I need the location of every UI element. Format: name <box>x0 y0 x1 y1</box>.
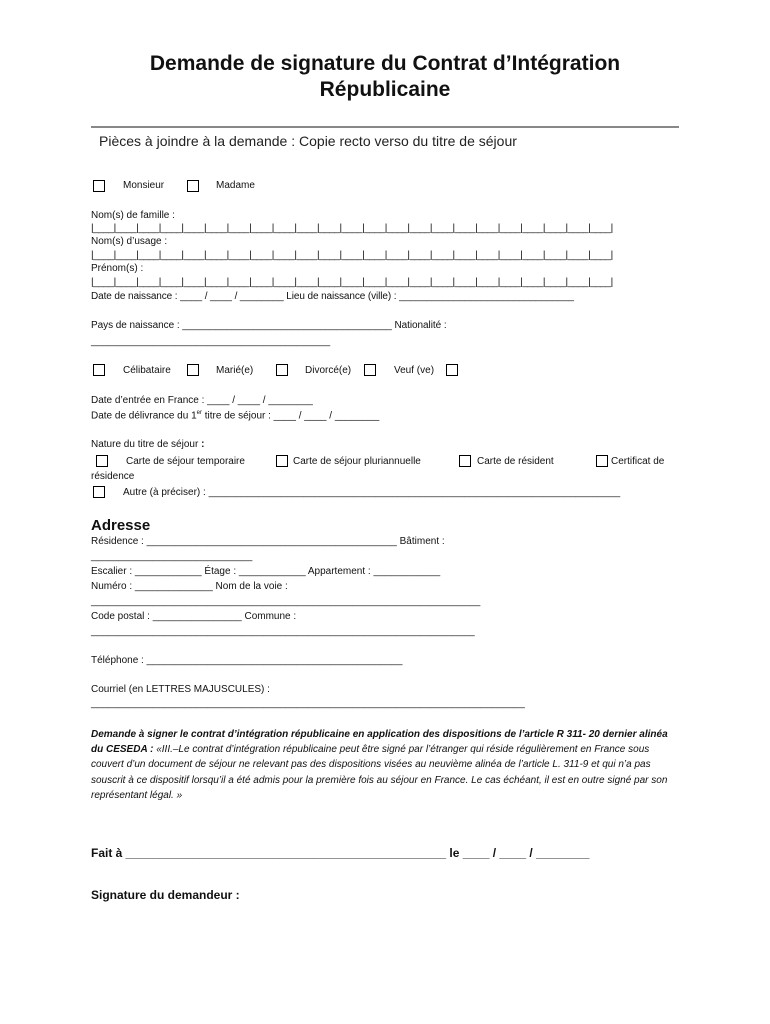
field-date-entree[interactable]: Date d’entrée en France : ____ / ____ / ________ <box>91 395 313 406</box>
field-autre[interactable]: Autre (à préciser) : __________________________________________________________________________ <box>123 487 621 498</box>
label-celibataire: Célibataire <box>123 365 171 376</box>
field-commune-line[interactable]: _____________________________________________________________________ <box>91 626 475 637</box>
checkbox-celibataire-left[interactable] <box>93 364 105 376</box>
label-pluriannuelle: Carte de séjour pluriannuelle <box>293 456 421 467</box>
checkbox-pluriannuelle[interactable] <box>276 455 288 467</box>
label-resident: Carte de résident <box>477 456 554 467</box>
checkbox-monsieur[interactable] <box>93 180 105 192</box>
checkbox-veuf[interactable] <box>446 364 458 376</box>
field-telephone[interactable]: Téléphone : ______________________________________________ <box>91 655 403 666</box>
signature-label: Signature du demandeur : <box>91 888 240 902</box>
field-residence[interactable]: Résidence : _____________________________________________ Bâtiment : <box>91 536 445 547</box>
label-prenoms: Prénom(s) : <box>91 263 144 274</box>
field-code-postal[interactable]: Code postal : ________________ Commune : <box>91 611 297 622</box>
field-date-delivrance[interactable]: Date de délivrance du 1er titre de séjour : ____ / ____ / ________ <box>91 410 380 422</box>
field-noms-usage[interactable]: |____|____|____|____|____|____|____|____|____|____|____|____|____|____|____|____|____|____|____|____|____|____|____| <box>91 250 613 261</box>
label-divorce: Divorcé(e) <box>305 365 352 376</box>
field-numero-voie[interactable]: Numéro : ______________ Nom de la voie : <box>91 581 288 592</box>
field-prenoms[interactable]: |____|____|____|____|____|____|____|____|____|____|____|____|____|____|____|____|____|____|____|____|____|____|____| <box>91 277 613 288</box>
checkbox-certificat[interactable] <box>596 455 608 467</box>
documents-required: Pièces à joindre à la demande : Copie recto verso du titre de séjour <box>99 133 517 149</box>
label-certificat: Certificat de <box>611 456 665 467</box>
checkbox-resident[interactable] <box>459 455 471 467</box>
field-pays-nationalite[interactable]: Pays de naissance : ______________________________________ Nationalité : <box>91 320 447 331</box>
label-courriel: Courriel (en LETTRES MAJUSCULES) : <box>91 684 270 695</box>
label-monsieur: Monsieur <box>123 180 165 191</box>
label-noms-famille: Nom(s) de famille : <box>91 210 175 221</box>
checkbox-celibataire[interactable] <box>187 364 199 376</box>
checkbox-madame[interactable] <box>187 180 199 192</box>
field-voie-line[interactable]: ______________________________________________________________________ <box>91 596 481 607</box>
field-fait-a[interactable]: Fait à ________________________________________________ le ____ / ____ / ________ <box>91 846 590 860</box>
label-nature-titre: Nature du titre de séjour : <box>91 439 205 450</box>
field-noms-famille[interactable]: |____|____|____|____|____|____|____|____|____|____|____|____|____|____|____|____|____|____|____|____|____|____|____| <box>91 223 613 234</box>
checkbox-divorce[interactable] <box>364 364 376 376</box>
page-title: Demande de signature du Contrat d’Intégration <box>149 52 621 75</box>
field-residence-line[interactable]: _____________________________ <box>91 551 253 562</box>
label-marie: Marié(e) <box>216 365 254 376</box>
field-escalier-etage[interactable]: Escalier : ____________ Étage : ____________ Appartement : ____________ <box>91 566 441 577</box>
label-veuf: Veuf (ve) <box>394 365 435 376</box>
divider <box>91 126 679 128</box>
page-title-line2: Républicaine <box>319 78 451 101</box>
checkbox-autre[interactable] <box>93 486 105 498</box>
checkbox-marie[interactable] <box>276 364 288 376</box>
field-nationalite-line[interactable]: ___________________________________________ <box>91 336 331 347</box>
legal-notice: Demande à signer le contrat d’intégration républicaine en application des dispositions de l’article R 311- 20 dernier alinéa du CESEDA : «III.–Le contrat d’intégration républicaine peut être signé par l’étranger qui réside régulièrement en France sous couvert d’un document de séjour ne relevant pas des dispositions visées au neuvième alinéa de l’article L. 311-9 et qui n’a pas souscrit à ce dispositif lorsqu’il a été admis pour la première fois au séjour en France. Le cas échéant, il est en outre signé par son représentant légal. » <box>91 729 668 801</box>
label-certificat-residence: résidence <box>91 471 135 482</box>
label-noms-usage: Nom(s) d’usage : <box>91 236 168 247</box>
field-date-lieu-naissance[interactable]: Date de naissance : ____ / ____ / ________ Lieu de naissance (ville) : ________________________________ <box>91 291 574 302</box>
checkbox-temporaire[interactable] <box>96 455 108 467</box>
field-courriel-line[interactable]: ______________________________________________________________________________ <box>91 698 525 709</box>
label-madame: Madame <box>216 180 255 191</box>
section-heading-adresse: Adresse <box>91 517 151 534</box>
label-temporaire: Carte de séjour temporaire <box>126 456 245 467</box>
